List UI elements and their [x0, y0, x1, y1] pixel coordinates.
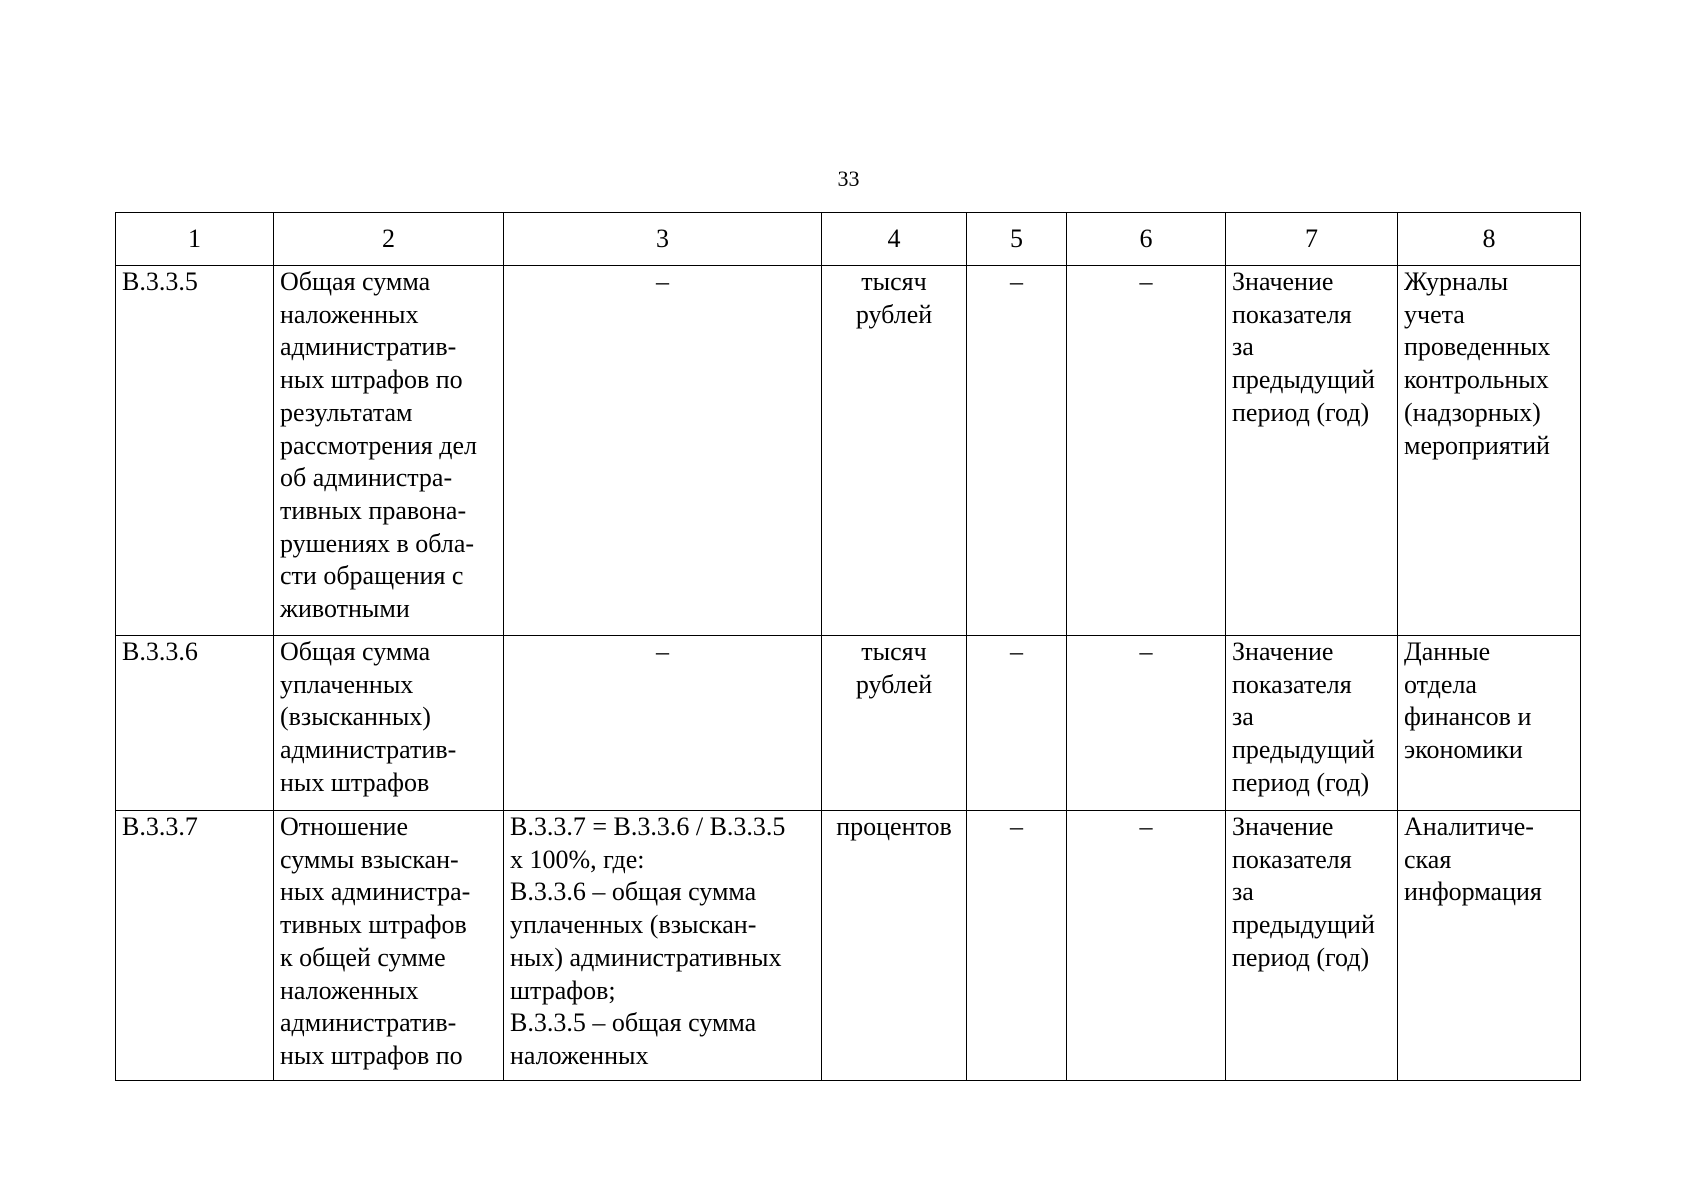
- cell-line: В.3.3.6 – общая сумма: [510, 877, 757, 907]
- cell-line: наложенных: [510, 1040, 649, 1070]
- cell-line: тивных правона-: [280, 495, 467, 525]
- indicator-name-cell: [274, 266, 504, 636]
- cell-line: период (год): [1232, 942, 1370, 972]
- indicator-name-cell: [274, 811, 504, 1081]
- cell-line: административ-: [280, 332, 457, 362]
- cell-line: показателя: [1232, 669, 1352, 699]
- table-row: [116, 266, 1581, 636]
- cell-line: Данные: [1404, 637, 1491, 666]
- cell-line: суммы взыскан-: [280, 844, 459, 874]
- cell-line: рублей: [855, 299, 933, 329]
- column-5-cell: –: [967, 636, 1067, 811]
- cell-line: проведенных: [1404, 332, 1551, 362]
- unit-cell: [822, 266, 967, 636]
- cell-line: учета: [1404, 299, 1465, 329]
- cell-line: предыдущий: [1232, 365, 1375, 395]
- cell-line: уплаченных (взыскан-: [510, 910, 757, 940]
- column-number-header: 2: [274, 213, 504, 266]
- column-6-cell: –: [1067, 266, 1226, 636]
- cell-line: предыдущий: [1232, 735, 1375, 765]
- cell-line: за: [1232, 332, 1254, 362]
- table-row: [116, 636, 1581, 811]
- base-value-cell: [1226, 636, 1398, 811]
- cell-line: контрольных: [1404, 365, 1549, 395]
- indicator-code-cell: В.3.3.5: [116, 266, 274, 636]
- column-6-cell: –: [1067, 811, 1226, 1081]
- cell-line: наложенных: [280, 975, 419, 1005]
- table-row: [116, 811, 1581, 1081]
- column-5-cell: –: [967, 811, 1067, 1081]
- column-number-header: 1: [116, 213, 274, 266]
- cell-line: животными: [280, 594, 410, 624]
- cell-line: рублей: [855, 669, 933, 699]
- formula-cell: [504, 636, 822, 811]
- cell-line: В.3.3.7 = В.3.3.6 / В.3.3.5: [510, 812, 786, 841]
- cell-line: период (год): [1232, 767, 1370, 797]
- cell-line: рушениях в обла-: [280, 528, 475, 558]
- cell-line: ных) административных: [510, 942, 782, 972]
- cell-line: результатам: [280, 397, 413, 427]
- cell-line: В.3.3.5 – общая сумма: [510, 1008, 757, 1038]
- cell-line: к общей сумме: [280, 942, 446, 972]
- cell-line: за: [1232, 702, 1254, 732]
- cell-line: Значение: [1232, 812, 1334, 841]
- data-source-cell: [1398, 266, 1581, 636]
- cell-line: ская: [1404, 844, 1452, 874]
- cell-line: информация: [1404, 877, 1542, 907]
- column-number-header: 3: [504, 213, 822, 266]
- cell-line: отдела: [1404, 669, 1477, 699]
- cell-line: мероприятий: [1404, 430, 1550, 460]
- indicator-code-cell: В.3.3.6: [116, 636, 274, 811]
- unit-cell: [822, 636, 967, 811]
- cell-line: х 100%, где:: [510, 844, 645, 874]
- cell-line: (надзорных): [1404, 397, 1541, 427]
- cell-line: административ-: [280, 1008, 457, 1038]
- cell-line: за: [1232, 877, 1254, 907]
- cell-line: сти обращения с: [280, 561, 464, 591]
- cell-line: –: [656, 267, 669, 296]
- column-number-row: [116, 213, 1581, 266]
- cell-line: Общая сумма: [280, 267, 431, 296]
- cell-line: процентов: [836, 812, 952, 841]
- indicators-table: [115, 212, 1581, 1081]
- cell-line: рассмотрения дел: [280, 430, 477, 460]
- indicator-name-cell: [274, 636, 504, 811]
- base-value-cell: [1226, 266, 1398, 636]
- column-number-header: 4: [822, 213, 967, 266]
- cell-line: экономики: [1404, 735, 1523, 765]
- cell-line: об администра-: [280, 463, 453, 493]
- column-number-header: 8: [1398, 213, 1581, 266]
- cell-line: Значение: [1232, 637, 1334, 666]
- column-6-cell: –: [1067, 636, 1226, 811]
- cell-line: уплаченных: [280, 669, 414, 699]
- cell-line: ных штрафов по: [280, 365, 463, 395]
- column-number-header: 7: [1226, 213, 1398, 266]
- cell-line: финансов и: [1404, 702, 1532, 732]
- cell-line: Аналитиче-: [1404, 812, 1534, 841]
- formula-cell: [504, 266, 822, 636]
- column-number-header: 5: [967, 213, 1067, 266]
- cell-line: (взысканных): [280, 702, 431, 732]
- cell-line: показателя: [1232, 844, 1352, 874]
- cell-line: наложенных: [280, 299, 419, 329]
- cell-line: Значение: [1232, 267, 1334, 296]
- cell-line: –: [656, 637, 669, 666]
- cell-line: тысяч: [861, 267, 927, 296]
- cell-line: тивных штрафов: [280, 910, 467, 940]
- unit-cell: [822, 811, 967, 1081]
- page-number: 33: [837, 166, 860, 191]
- cell-line: Отношение: [280, 812, 408, 841]
- cell-line: административ-: [280, 735, 457, 765]
- cell-line: Общая сумма: [280, 637, 431, 666]
- base-value-cell: [1226, 811, 1398, 1081]
- cell-line: ных штрафов: [280, 767, 430, 797]
- cell-line: период (год): [1232, 397, 1370, 427]
- cell-line: показателя: [1232, 299, 1352, 329]
- cell-line: ных штрафов по: [280, 1040, 463, 1070]
- column-5-cell: –: [967, 266, 1067, 636]
- cell-line: предыдущий: [1232, 910, 1375, 940]
- data-source-cell: [1398, 811, 1581, 1081]
- cell-line: Журналы: [1404, 267, 1509, 296]
- cell-line: ных администра-: [280, 877, 471, 907]
- indicator-code-cell: В.3.3.7: [116, 811, 274, 1081]
- cell-line: тысяч: [861, 637, 927, 666]
- formula-cell: [504, 811, 822, 1081]
- column-number-header: 6: [1067, 213, 1226, 266]
- data-source-cell: [1398, 636, 1581, 811]
- cell-line: штрафов;: [510, 975, 616, 1005]
